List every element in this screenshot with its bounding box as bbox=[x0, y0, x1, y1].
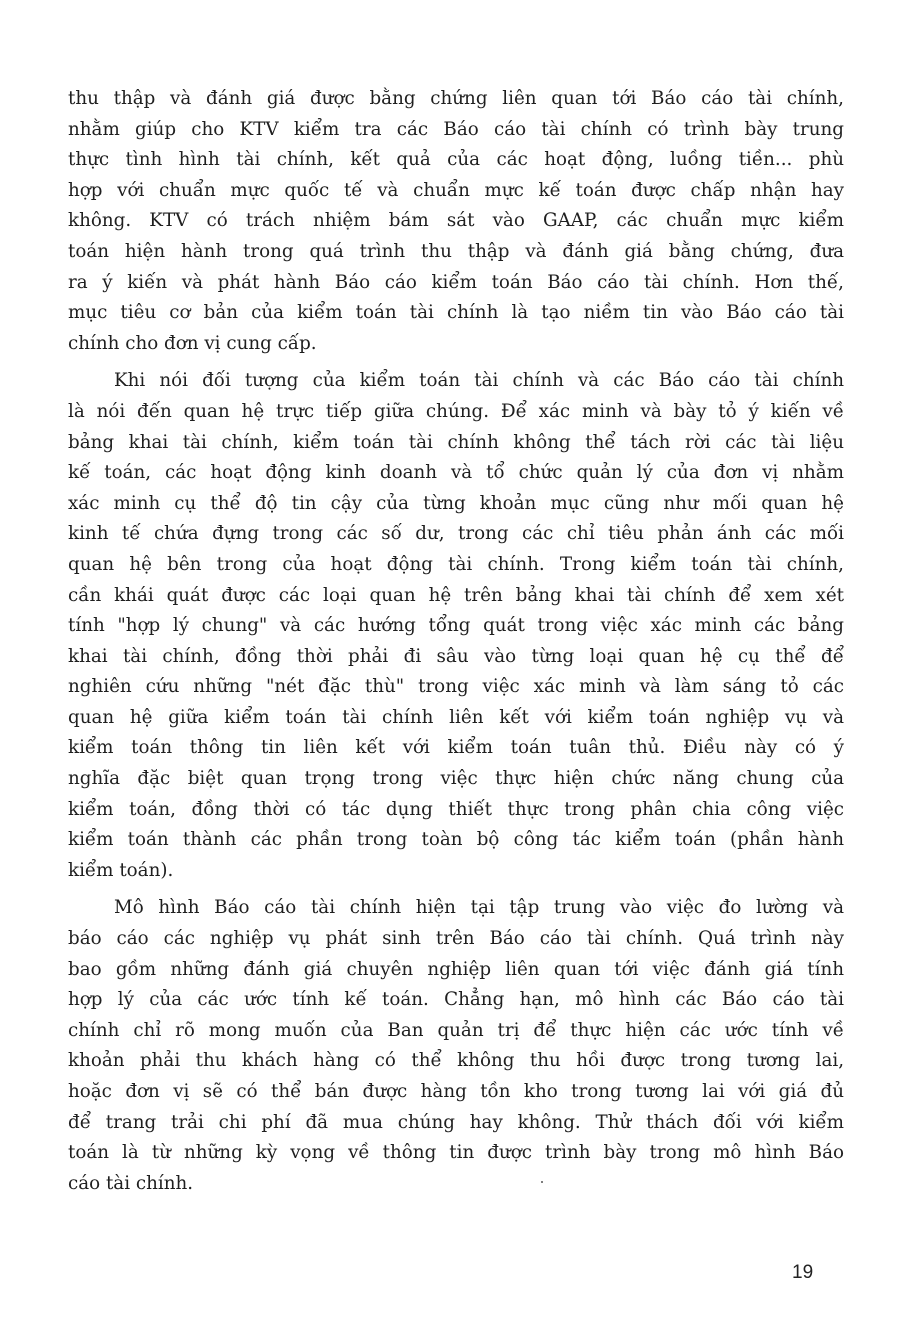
text-line: chính cho đơn vị cung cấp. bbox=[68, 332, 317, 354]
text-line: quan hệ bên trong của hoạt động tài chính. Trong kiểm toán tài chính, bbox=[68, 553, 844, 575]
text-line: là nói đến quan hệ trực tiếp giữa chúng. Để xác minh và bày tỏ ý kiến về bbox=[68, 400, 844, 422]
text-line: thực tình hình tài chính, kết quả của các hoạt động, luồng tiền... phù bbox=[68, 149, 844, 171]
text-line: kiểm toán thông tin liên kết với kiểm toán tuân thủ. Điều này có ý bbox=[68, 737, 844, 759]
text-line: mục tiêu cơ bản của kiểm toán tài chính là tạo niềm tin vào Báo cáo tài bbox=[68, 302, 844, 324]
text-line: cáo tài chính. bbox=[68, 1172, 194, 1194]
text-line: ra ý kiến và phát hành Báo cáo kiểm toán Báo cáo tài chính. Hơn thế, bbox=[68, 271, 844, 293]
text-line: nghĩa đặc biệt quan trọng trong việc thực hiện chức năng chung của bbox=[68, 768, 844, 790]
text-line: khoản phải thu khách hàng có thể không thu hồi được trong tương lai, bbox=[68, 1050, 844, 1072]
text-line: nghiên cứu những "nét đặc thù" trong việc xác minh và làm sáng tỏ các bbox=[68, 676, 844, 698]
text-line: Khi nói đối tượng của kiểm toán tài chính và các Báo cáo tài chính bbox=[114, 370, 844, 392]
text-line: toán hiện hành trong quá trình thu thập và đánh giá bằng chứng, đưa bbox=[68, 240, 844, 262]
text-line: bao gồm những đánh giá chuyên nghiệp liên quan tới việc đánh giá tính bbox=[68, 958, 844, 980]
text-line: toán là từ những kỳ vọng về thông tin được trình bày trong mô hình Báo bbox=[68, 1142, 844, 1164]
text-line: khai tài chính, đồng thời phải đi sâu vào từng loại quan hệ cụ thể để bbox=[68, 645, 844, 667]
page-number: 19 bbox=[792, 1262, 814, 1283]
paragraph-1 bbox=[68, 84, 844, 359]
text-line: Mô hình Báo cáo tài chính hiện tại tập trung vào việc đo lường và bbox=[114, 897, 844, 919]
text-line: không. KTV có trách nhiệm bám sát vào GAAP, các chuẩn mực kiểm bbox=[68, 210, 844, 232]
text-line: nhằm giúp cho KTV kiểm tra các Báo cáo tài chính có trình bày trung bbox=[68, 118, 844, 140]
paragraph-3 bbox=[68, 893, 844, 1199]
text-line: quan hệ giữa kiểm toán tài chính liên kết với kiểm toán nghiệp vụ và bbox=[68, 706, 844, 728]
text-line: để trang trải chi phí đã mua chúng hay không. Thử thách đối với kiểm bbox=[68, 1111, 844, 1133]
text-line: bảng khai tài chính, kiểm toán tài chính không thể tách rời các tài liệu bbox=[68, 431, 844, 453]
text-line: hoặc đơn vị sẽ có thể bán được hàng tồn kho trong tương lai với giá đủ bbox=[68, 1081, 844, 1102]
paragraph-2 bbox=[68, 366, 844, 886]
text-line: kiểm toán thành các phần trong toàn bộ công tác kiểm toán (phần hành bbox=[68, 829, 844, 851]
text-line: chính chỉ rõ mong muốn của Ban quản trị để thực hiện các ước tính về bbox=[68, 1019, 844, 1041]
scan-speck bbox=[541, 1181, 543, 1183]
text-line: báo cáo các nghiệp vụ phát sinh trên Báo cáo tài chính. Quá trình này bbox=[68, 928, 844, 950]
text-line: kiểm toán). bbox=[68, 859, 174, 881]
text-line: hợp lý của các ước tính kế toán. Chẳng hạn, mô hình các Báo cáo tài bbox=[68, 989, 844, 1011]
text-line: hợp với chuẩn mực quốc tế và chuẩn mực kế toán được chấp nhận hay bbox=[68, 179, 844, 201]
text-line: kế toán, các hoạt động kinh doanh và tổ chức quản lý của đơn vị nhằm bbox=[68, 462, 844, 484]
text-line: thu thập và đánh giá được bằng chứng liên quan tới Báo cáo tài chính, bbox=[68, 88, 844, 109]
text-line: kiểm toán, đồng thời có tác dụng thiết thực trong phân chia công việc bbox=[68, 798, 844, 820]
text-line: xác minh cụ thể độ tin cậy của từng khoản mục cũng như mối quan hệ bbox=[68, 492, 844, 514]
text-line: cần khái quát được các loại quan hệ trên bảng khai tài chính để xem xét bbox=[68, 584, 844, 606]
text-line: kinh tế chứa đựng trong các số dư, trong các chỉ tiêu phản ánh các mối bbox=[68, 523, 844, 545]
text-line: tính "hợp lý chung" và các hướng tổng quát trong việc xác minh các bảng bbox=[68, 615, 844, 637]
body-text bbox=[68, 84, 844, 1206]
